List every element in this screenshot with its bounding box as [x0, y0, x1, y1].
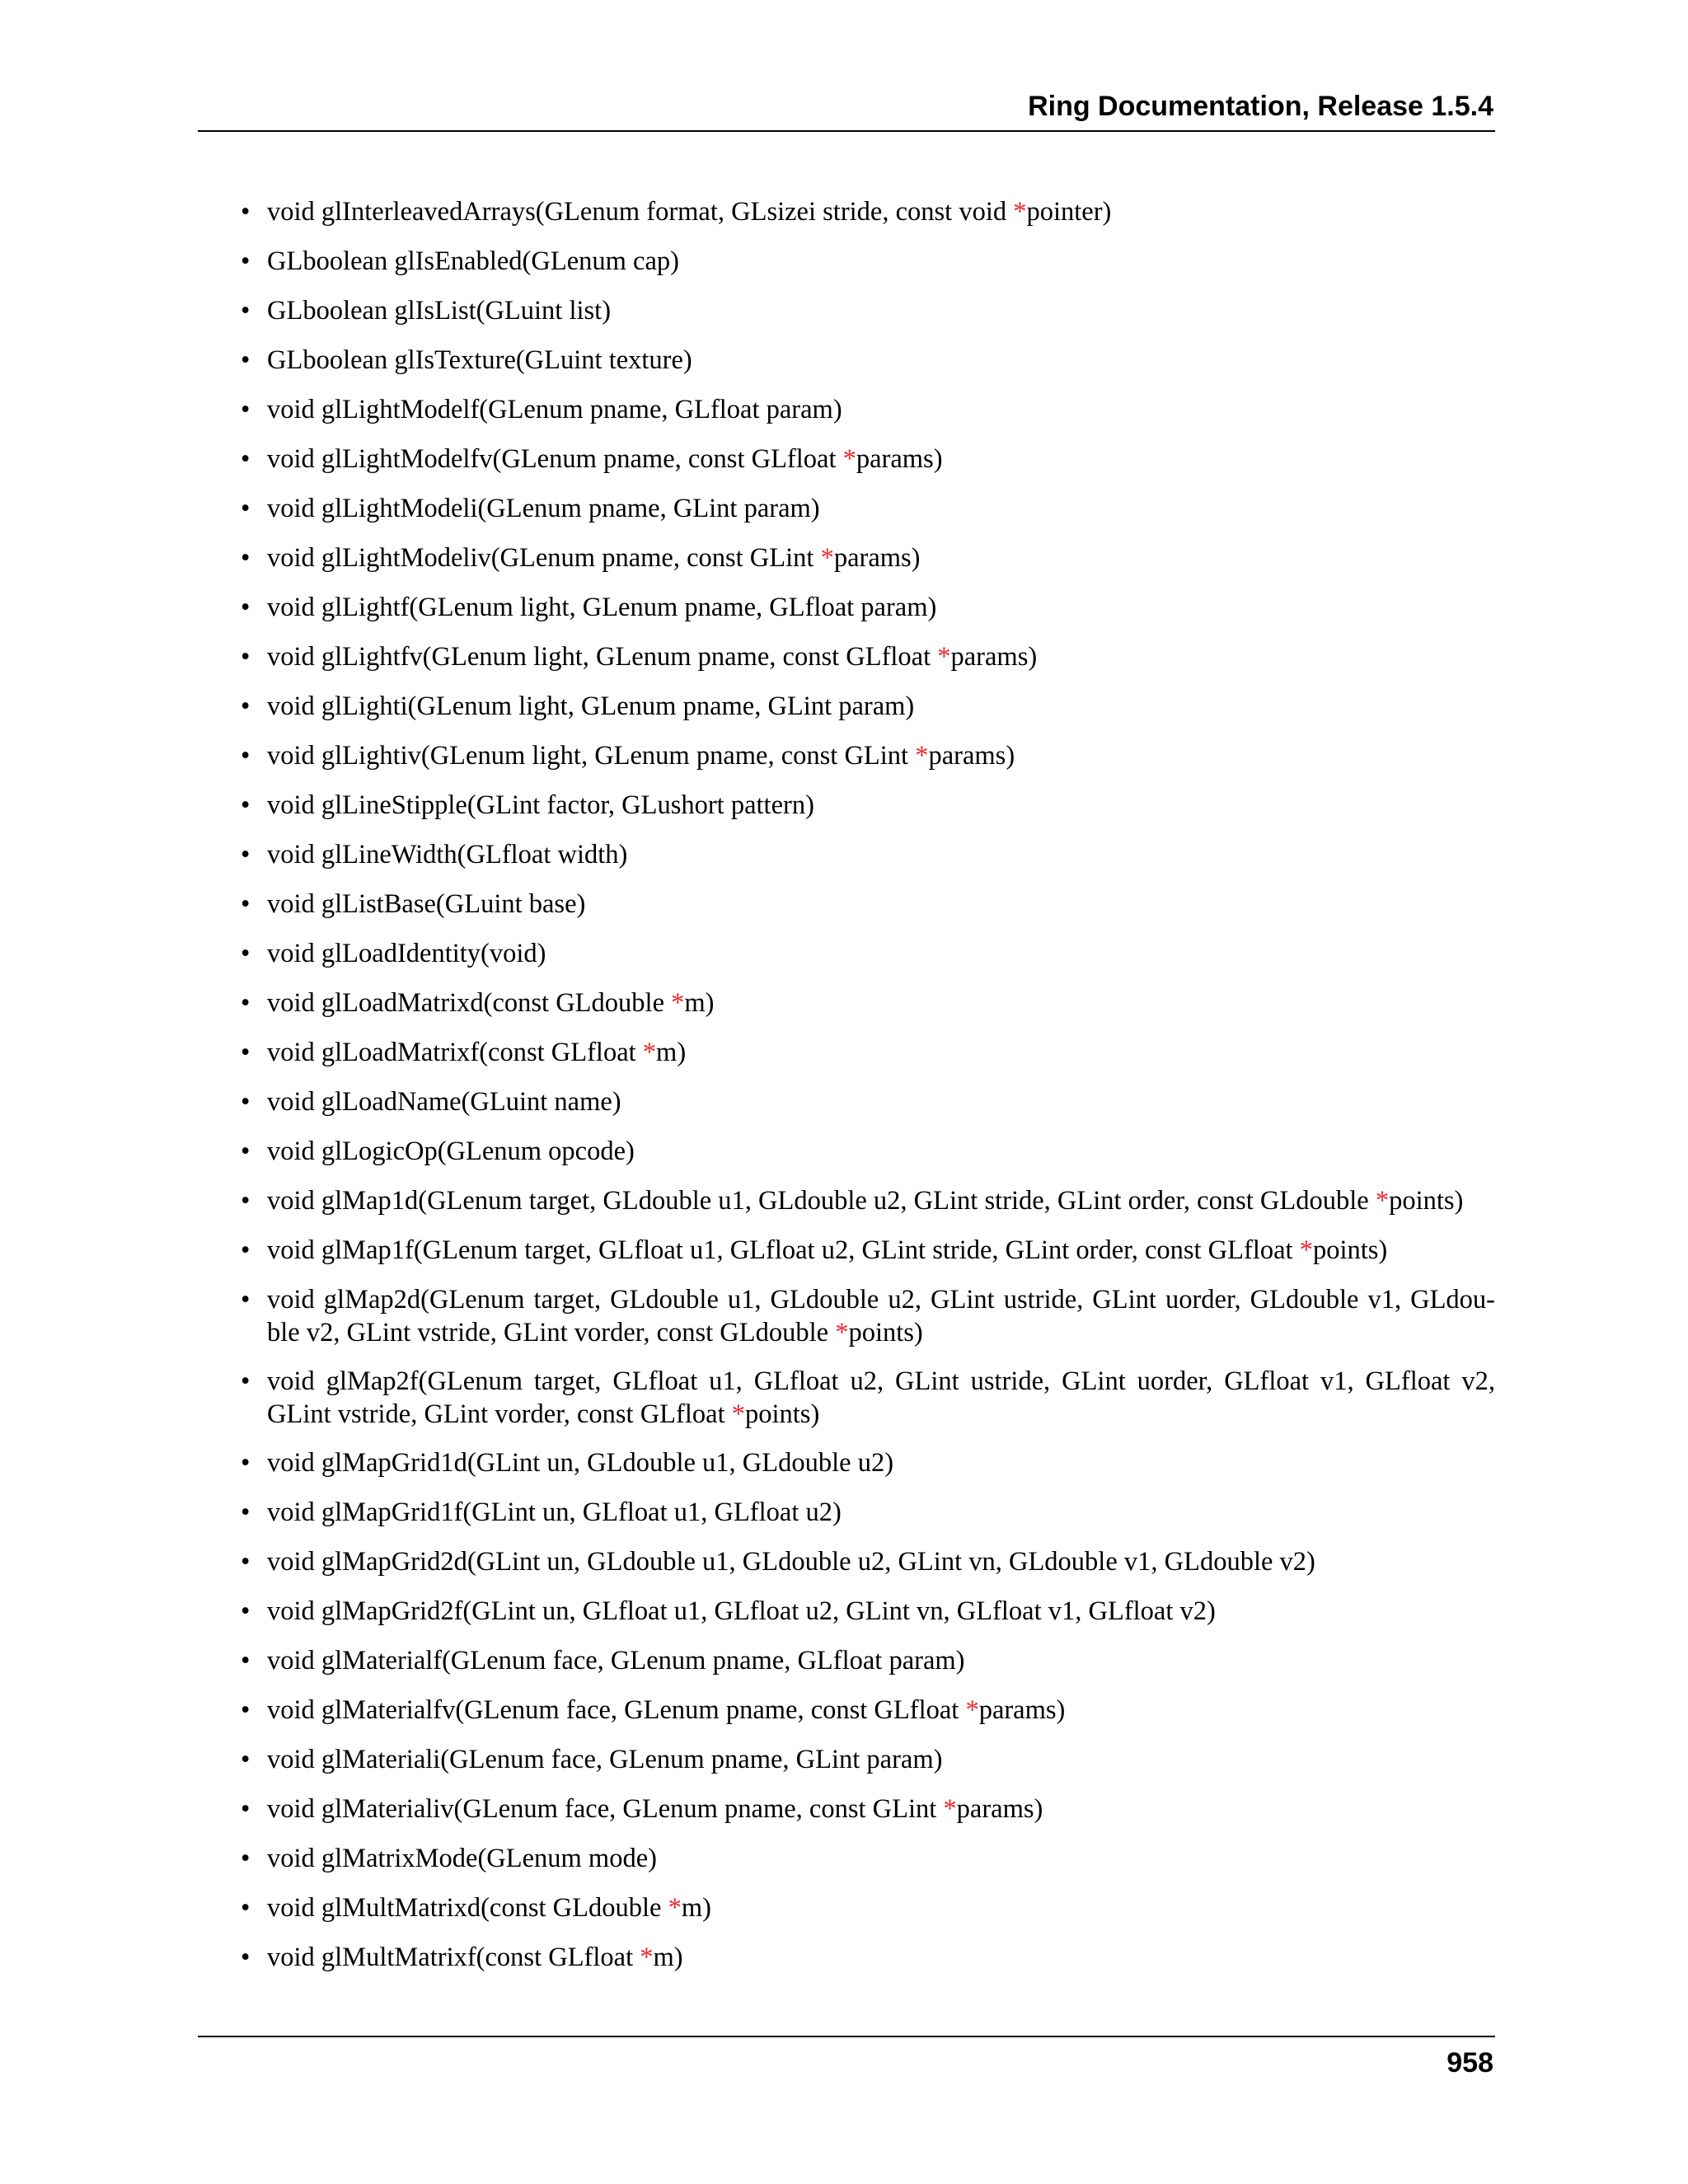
- bullet-icon: •: [241, 1448, 251, 1478]
- bullet-icon: •: [241, 1497, 251, 1527]
- page-number: 958: [1447, 2047, 1493, 2079]
- bullet-icon: •: [241, 1794, 251, 1824]
- bullet-icon: •: [241, 246, 251, 276]
- function-signature: void glLightf(GLenum light, GLenum pname, GLfloat param): [267, 593, 937, 622]
- bullet-icon: •: [241, 296, 251, 326]
- bullet-icon: •: [241, 494, 251, 523]
- page-header-title: Ring Documentation, Release 1.5.4: [1028, 91, 1493, 122]
- function-signature: void glListBase(GLuint base): [267, 889, 586, 919]
- bullet-icon: •: [241, 543, 251, 573]
- function-signature: void glLightfv(GLenum light, GLenum pname, const GLfloat *params): [267, 642, 1038, 672]
- function-signature: void glLightiv(GLenum light, GLenum pname, const GLint *params): [267, 741, 1015, 771]
- list-item: [239, 1365, 1495, 1431]
- function-signature: void glMaterialfv(GLenum face, GLenum pname, const GLfloat *params): [267, 1695, 1066, 1725]
- function-signature: void glLogicOp(GLenum opcode): [267, 1137, 635, 1166]
- list-item: [239, 1036, 1495, 1069]
- function-signature: void glLoadMatrixd(const GLdouble *m): [267, 988, 715, 1018]
- function-signature: void glMap1f(GLenum target, GLfloat u1, GLfloat u2, GLint stride, GLint order, const GLfloat *points): [267, 1235, 1388, 1265]
- function-signature: void glMapGrid2d(GLint un, GLdouble u1, GLdouble u2, GLint vn, GLdouble v1, GLdouble v2): [267, 1547, 1315, 1577]
- list-item: [239, 245, 1495, 278]
- list-item: [239, 739, 1495, 772]
- bullet-icon: •: [241, 1695, 251, 1725]
- function-signature: void glMap2f(GLenum target, GLfloat u1, GLfloat u2, GLint ustride, GLint uorder, GLfloat v1, GLfloat v2, GLint vstride, GLint vorder, const GLfloat *points): [267, 1366, 1495, 1429]
- function-signature: void glLighti(GLenum light, GLenum pname, GLint param): [267, 691, 915, 721]
- list-item: [239, 1234, 1495, 1267]
- bullet-icon: •: [241, 345, 251, 375]
- function-signature: void glMapGrid1f(GLint un, GLfloat u1, GLfloat u2): [267, 1497, 842, 1527]
- list-item: [239, 987, 1495, 1019]
- bullet-icon: •: [241, 790, 251, 820]
- bullet-icon: •: [241, 691, 251, 721]
- list-item: [239, 443, 1495, 476]
- function-signature: void glMapGrid1d(GLint un, GLdouble u1, GLdouble u2): [267, 1448, 894, 1478]
- function-signature: void glMultMatrixf(const GLfloat *m): [267, 1943, 683, 1972]
- list-item: [239, 1842, 1495, 1875]
- bullet-icon: •: [241, 1235, 251, 1265]
- list-item: [239, 294, 1495, 327]
- function-signature: void glLineStipple(GLint factor, GLushort pattern): [267, 790, 814, 820]
- list-item: [239, 1694, 1495, 1727]
- function-signature: void glMatrixMode(GLenum mode): [267, 1844, 657, 1873]
- function-signature: void glMapGrid2f(GLint un, GLfloat u1, GLfloat u2, GLint vn, GLfloat v1, GLfloat v2): [267, 1596, 1216, 1626]
- function-signature: void glInterleavedArrays(GLenum format, GLsizei stride, const void *pointer): [267, 197, 1112, 227]
- bullet-icon: •: [241, 889, 251, 919]
- list-item: [239, 640, 1495, 673]
- bullet-icon: •: [241, 741, 251, 771]
- function-signature: void glMaterialiv(GLenum face, GLenum pname, const GLint *params): [267, 1794, 1043, 1824]
- bullet-icon: •: [241, 197, 251, 227]
- function-signature: GLboolean glIsEnabled(GLenum cap): [267, 246, 679, 276]
- function-signature: void glLoadName(GLuint name): [267, 1087, 621, 1117]
- bullet-icon: •: [241, 1087, 251, 1117]
- bullet-icon: •: [241, 1844, 251, 1873]
- bullet-icon: •: [241, 1893, 251, 1923]
- header-rule: [198, 130, 1495, 132]
- function-signature: void glLoadMatrixf(const GLfloat *m): [267, 1038, 687, 1067]
- function-signature: void glMaterialf(GLenum face, GLenum pname, GLfloat param): [267, 1646, 965, 1675]
- list-item: [239, 591, 1495, 624]
- function-signature: void glLightModelfv(GLenum pname, const GLfloat *params): [267, 444, 943, 474]
- bullet-icon: •: [241, 1943, 251, 1972]
- function-signature: void glLightModeliv(GLenum pname, const GLint *params): [267, 543, 921, 573]
- bullet-icon: •: [241, 1186, 251, 1216]
- list-item: [239, 492, 1495, 525]
- list-item: [239, 1135, 1495, 1168]
- footer-rule: [198, 2036, 1495, 2037]
- function-signature: void glMap1d(GLenum target, GLdouble u1, GLdouble u2, GLint stride, GLint order, const GLdouble *points): [267, 1186, 1464, 1216]
- list-item: [239, 1644, 1495, 1677]
- function-signature: void glLoadIdentity(void): [267, 939, 546, 968]
- bullet-icon: •: [241, 1596, 251, 1626]
- list-item: [239, 1595, 1495, 1628]
- function-signature: GLboolean glIsList(GLuint list): [267, 296, 612, 326]
- list-item: [239, 1184, 1495, 1217]
- bullet-icon: •: [241, 939, 251, 968]
- list-item: [239, 344, 1495, 377]
- list-item: [239, 1941, 1495, 1974]
- bullet-icon: •: [241, 1366, 251, 1396]
- list-item: [239, 1743, 1495, 1776]
- list-item: [239, 1891, 1495, 1924]
- function-signature: void glLineWidth(GLfloat width): [267, 840, 628, 869]
- bullet-icon: •: [241, 1646, 251, 1675]
- bullet-icon: •: [241, 988, 251, 1018]
- function-signature: GLboolean glIsTexture(GLuint texture): [267, 345, 692, 375]
- bullet-icon: •: [241, 1745, 251, 1774]
- bullet-icon: •: [241, 1137, 251, 1166]
- list-item: [239, 1446, 1495, 1479]
- list-item: [239, 690, 1495, 723]
- bullet-icon: •: [241, 395, 251, 424]
- list-item: [239, 1793, 1495, 1825]
- list-item: [239, 1085, 1495, 1118]
- bullet-icon: •: [241, 444, 251, 474]
- list-item: [239, 1496, 1495, 1529]
- list-item: [239, 195, 1495, 228]
- function-list: [239, 195, 1495, 1990]
- list-item: [239, 1545, 1495, 1578]
- list-item: [239, 393, 1495, 426]
- bullet-icon: •: [241, 1547, 251, 1577]
- function-signature: void glMap2d(GLenum target, GLdouble u1, GLdouble u2, GLint ustride, GLint uorder, GLdouble v1, GLdou- ble v2, GLint vstride, GLint vorder, const GLdouble *points): [267, 1285, 1495, 1347]
- function-signature: void glLightModeli(GLenum pname, GLint param): [267, 494, 820, 523]
- list-item: [239, 1283, 1495, 1349]
- list-item: [239, 838, 1495, 871]
- list-item: [239, 541, 1495, 574]
- bullet-icon: •: [241, 840, 251, 869]
- function-signature: void glMateriali(GLenum face, GLenum pname, GLint param): [267, 1745, 943, 1774]
- list-item: [239, 789, 1495, 822]
- bullet-icon: •: [241, 642, 251, 672]
- bullet-icon: •: [241, 1038, 251, 1067]
- bullet-icon: •: [241, 593, 251, 622]
- bullet-icon: •: [241, 1285, 251, 1315]
- list-item: [239, 888, 1495, 921]
- function-signature: void glMultMatrixd(const GLdouble *m): [267, 1893, 711, 1923]
- function-signature: void glLightModelf(GLenum pname, GLfloat param): [267, 395, 842, 424]
- list-item: [239, 937, 1495, 970]
